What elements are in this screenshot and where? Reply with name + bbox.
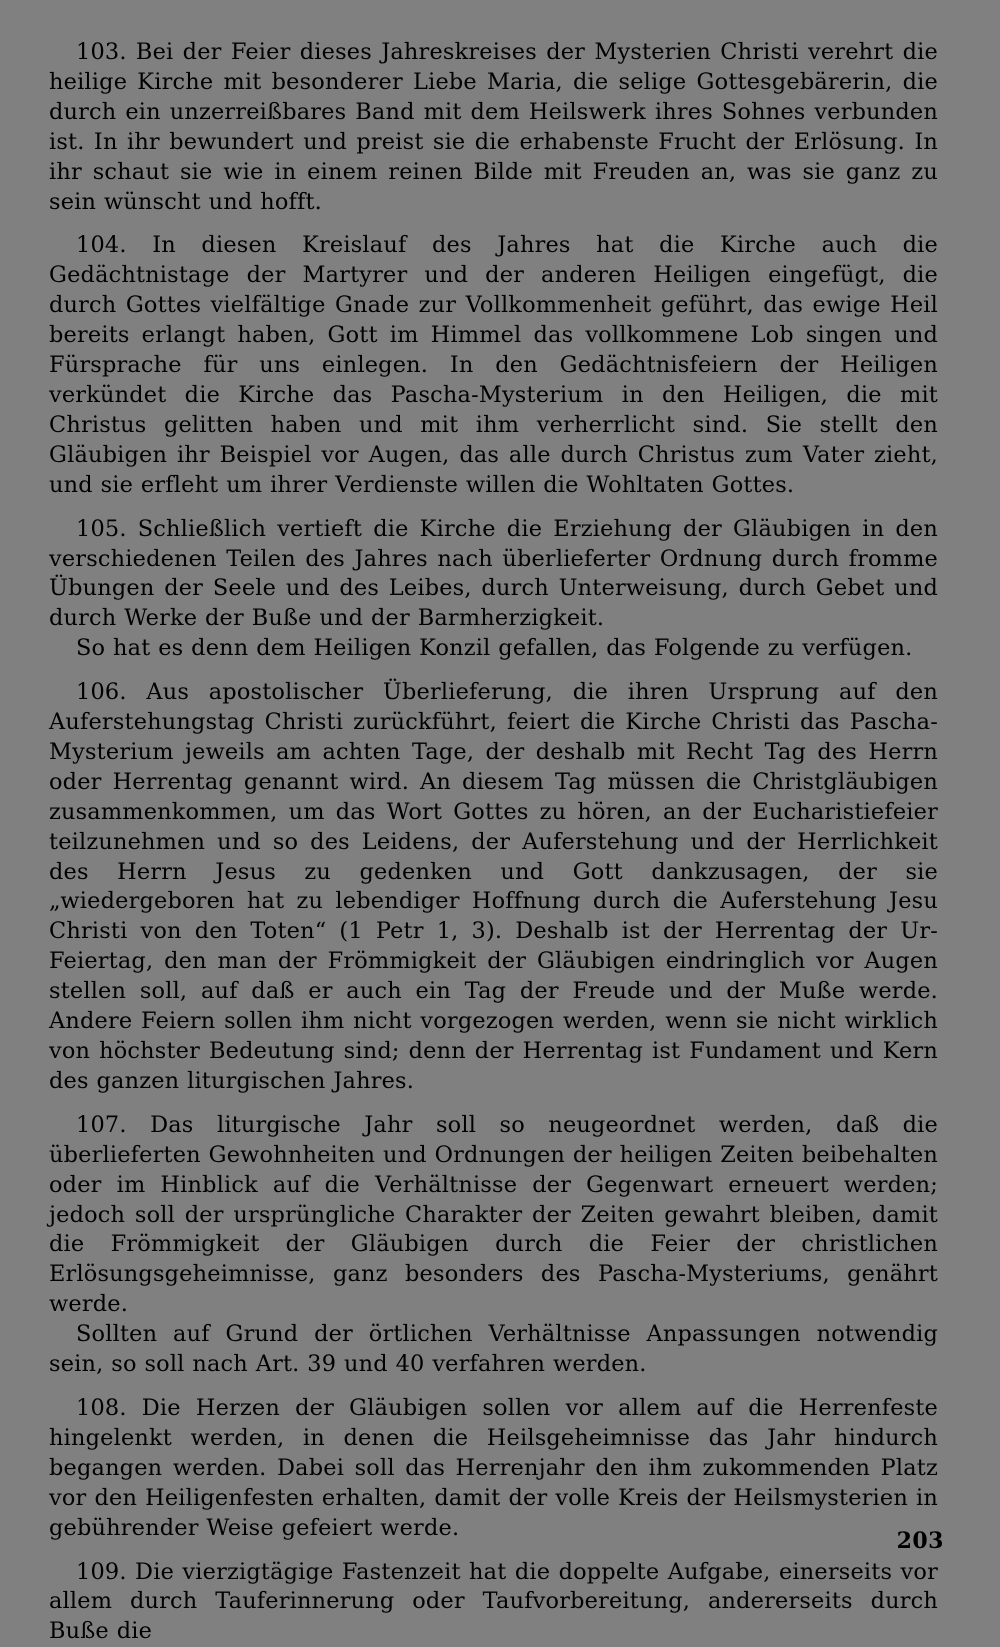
paragraph-104: 104. In diesen Kreislauf des Jahres hat die Kirche auch die Gedächtnistage der Martyrer und der anderen Heiligen eingefügt, die durch Gottes vielfältige Gnade zur Vollkommenheit geführt, das ewige Heil bereits erlangt haben, Gott im Himmel das vollkommene Lob singen und Fürsprache für uns einlegen. In den Gedächtnisfeiern der Heiligen verkündet die Kirche das Pascha-Mysterium in den Heiligen, die mit Christus gelitten haben und mit ihm verherrlicht sind. Sie stellt den Gläubigen ihr Beispiel vor Augen, das alle durch Christus zum Vater zieht, und sie erfleht um ihrer Verdienste willen die Wohltaten Gottes. [49,231,938,500]
paragraph-106: 106. Aus apostolischer Überlieferung, die ihren Ursprung auf den Auferstehungstag Christi zurückführt, feiert die Kirche Christi das Pascha-Mysterium jeweils am achten Tage, der deshalb mit Recht Tag des Herrn oder Herrentag genannt wird. An diesem Tag müssen die Christgläubigen zusammenkommen, um das Wort Gottes zu hören, an der Eucharistiefeier teilzunehmen und so des Leidens, der Auferstehung und der Herrlichkeit des Herrn Jesus zu gedenken und Gott dankzusagen, der sie „wiedergeboren hat zu lebendiger Hoffnung durch die Auferstehung Jesu Christi von den Toten“ (1 Petr 1, 3). Deshalb ist der Herrentag der Ur-Feiertag, den man der Frömmigkeit der Gläubigen eindringlich vor Augen stellen soll, auf daß er auch ein Tag der Freude und der Muße werde. Andere Feiern sollen ihm nicht vorgezogen werden, wenn sie nicht wirklich von höchster Bedeutung sind; denn der Herrentag ist Fundament und Kern des ganzen liturgischen Jahres. [49,678,938,1097]
page-number: 203 [897,1528,944,1554]
paragraph-107-continuation: Sollten auf Grund der örtlichen Verhältnisse Anpassungen notwendig sein, so soll nach Art. 39 und 40 verfahren werden. [49,1320,938,1380]
paragraph-105: 105. Schließlich vertieft die Kirche die Erziehung der Gläubigen in den verschiedenen Teilen des Jahres nach überlieferter Ordnung durch fromme Übungen der Seele und des Leibes, durch Unterweisung, durch Gebet und durch Werke der Buße und der Barmherzigkeit. [49,515,938,635]
paragraph-107: 107. Das liturgische Jahr soll so neugeordnet werden, daß die überlieferten Gewohnheiten und Ordnungen der heiligen Zeiten beibehalten oder im Hinblick auf die Verhältnisse der Gegenwart erneuert werden; jedoch soll der ursprüngliche Charakter der Zeiten gewahrt bleiben, damit die Frömmigkeit der Gläubigen durch die Feier der christlichen Erlösungsgeheimnisse, ganz besonders des Pascha-Mysteriums, genährt werde. [49,1111,938,1320]
paragraph-105-conclusion: So hat es denn dem Heiligen Konzil gefallen, das Folgende zu verfügen. [49,634,938,664]
paragraph-103: 103. Bei der Feier dieses Jahreskreises der Mysterien Christi verehrt die heilige Kirche mit besonderer Liebe Maria, die selige Gottesgebärerin, die durch ein unzerreißbares Band mit dem Heilswerk ihres Sohnes verbunden ist. In ihr bewundert und preist sie die erhabenste Frucht der Erlösung. In ihr schaut sie wie in einem reinen Bilde mit Freuden an, was sie ganz zu sein wünscht und hofft. [49,38,938,217]
paragraph-108: 108. Die Herzen der Gläubigen sollen vor allem auf die Herrenfeste hingelenkt werden, in denen die Heilsgeheimnisse das Jahr hindurch begangen werden. Dabei soll das Herrenjahr den ihm zukommenden Platz vor den Heiligenfesten erhalten, damit der volle Kreis der Heilsmysterien in gebührender Weise gefeiert werde. [49,1394,938,1544]
paragraph-109: 109. Die vierzigtägige Fastenzeit hat die doppelte Aufgabe, einerseits vor allem durch Tauferinnerung oder Taufvorbereitung, andererseits durch Buße die [49,1558,938,1647]
